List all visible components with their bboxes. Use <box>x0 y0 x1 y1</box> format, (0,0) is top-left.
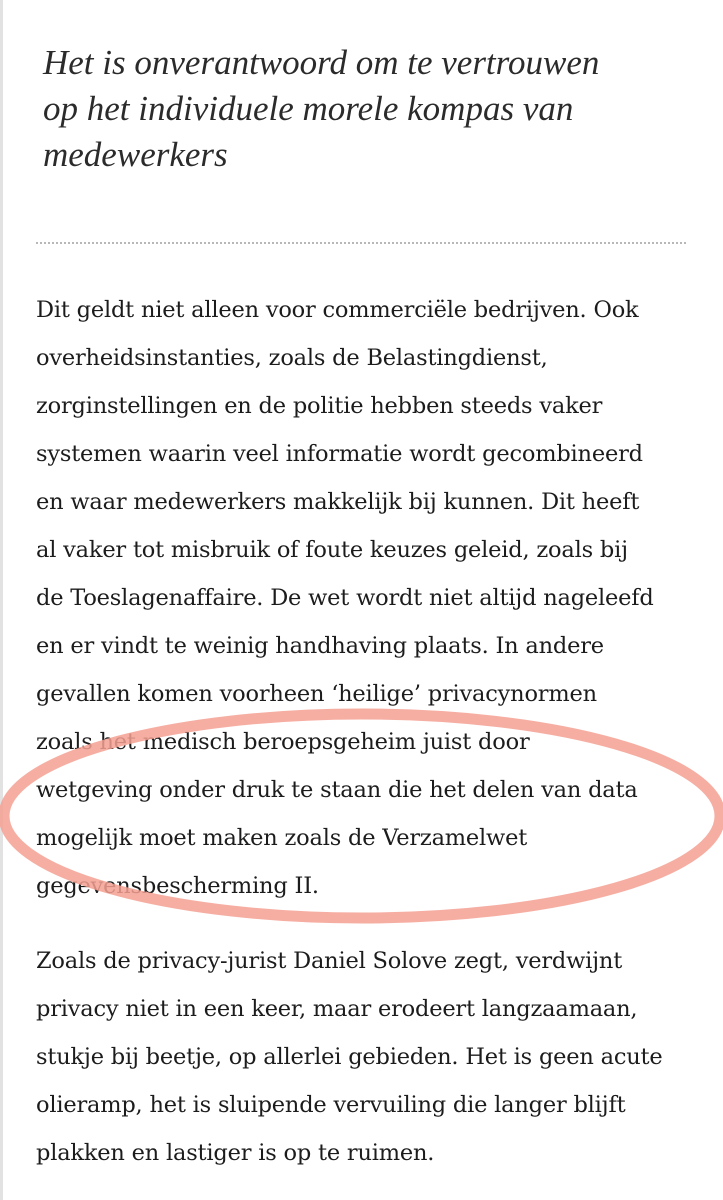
paragraph-line: Zoals de privacy-jurist Daniel Solove zegt, verdwijnt <box>36 948 623 974</box>
pullquote-line: medewerkers <box>43 135 228 174</box>
paragraph-line: Dit geldt niet alleen voor commerciële bedrijven. Ook <box>36 297 639 323</box>
pullquote <box>43 40 693 178</box>
paragraph-line: en waar medewerkers makkelijk bij kunnen. Dit heeft <box>36 489 640 515</box>
body-paragraph-2 <box>36 937 716 1177</box>
paragraph-line: overheidsinstanties, zoals de Belastingdienst, <box>36 345 548 371</box>
paragraph-line: mogelijk moet maken zoals de Verzamelwet <box>36 825 528 851</box>
paragraph-line: zorginstellingen en de politie hebben steeds vaker <box>36 393 603 419</box>
paragraph-line: systemen waarin veel informatie wordt gecombineerd <box>36 441 643 467</box>
paragraph-line: gegevensbescherming II. <box>36 873 319 899</box>
paragraph-line: wetgeving onder druk te staan die het delen van data <box>36 777 638 803</box>
body-paragraph-1 <box>36 286 716 910</box>
page-left-border <box>0 0 3 1200</box>
paragraph-line: gevallen komen voorheen ‘heilige’ privacynormen <box>36 681 597 707</box>
pullquote-line: op het individuele morele kompas van <box>43 89 574 128</box>
paragraph-line: olieramp, het is sluipende vervuiling die langer blijft <box>36 1092 626 1118</box>
paragraph-line: privacy niet in een keer, maar erodeert langzaamaan, <box>36 996 638 1022</box>
paragraph-line: stukje bij beetje, op allerlei gebieden. Het is geen acute <box>36 1044 663 1070</box>
paragraph-line: plakken en lastiger is op te ruimen. <box>36 1140 435 1166</box>
dotted-divider <box>36 242 686 244</box>
paragraph-line: en er vindt te weinig handhaving plaats. In andere <box>36 633 604 659</box>
paragraph-line: zoals het medisch beroepsgeheim juist door <box>36 729 530 755</box>
paragraph-line: al vaker tot misbruik of foute keuzes geleid, zoals bij <box>36 537 628 563</box>
paragraph-line: de Toeslagenaffaire. De wet wordt niet altijd nageleefd <box>36 585 654 611</box>
pullquote-line: Het is onverantwoord om te vertrouwen <box>43 43 600 82</box>
